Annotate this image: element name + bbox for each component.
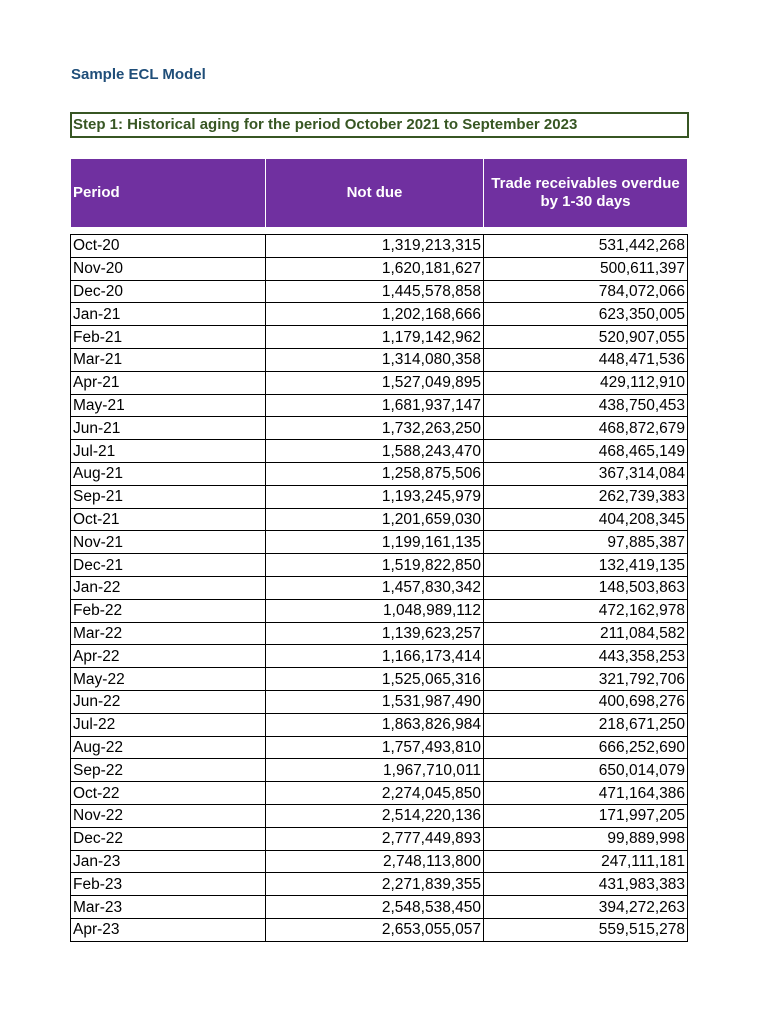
cell-overdue: 394,272,263 — [484, 896, 688, 919]
cell-overdue: 559,515,278 — [484, 918, 688, 941]
cell-overdue: 650,014,079 — [484, 759, 688, 782]
table-row — [71, 599, 688, 622]
cell-overdue: 148,503,863 — [484, 576, 688, 599]
cell-overdue: 97,885,387 — [484, 531, 688, 554]
cell-overdue: 468,465,149 — [484, 440, 688, 463]
table-row — [71, 235, 688, 258]
cell-period: Jan-22 — [71, 576, 266, 599]
cell-overdue: 218,671,250 — [484, 713, 688, 736]
cell-not-due: 1,519,822,850 — [266, 554, 484, 577]
cell-overdue: 520,907,055 — [484, 326, 688, 349]
cell-period: Nov-22 — [71, 804, 266, 827]
cell-period: Feb-22 — [71, 599, 266, 622]
cell-overdue: 431,983,383 — [484, 873, 688, 896]
cell-overdue: 448,471,536 — [484, 348, 688, 371]
cell-period: Aug-21 — [71, 462, 266, 485]
cell-not-due: 2,777,449,893 — [266, 827, 484, 850]
cell-period: Jun-22 — [71, 690, 266, 713]
cell-overdue: 531,442,268 — [484, 235, 688, 258]
cell-not-due: 1,048,989,112 — [266, 599, 484, 622]
cell-period: May-21 — [71, 394, 266, 417]
cell-overdue: 438,750,453 — [484, 394, 688, 417]
cell-not-due: 1,757,493,810 — [266, 736, 484, 759]
table-row — [71, 531, 688, 554]
cell-not-due: 1,527,049,895 — [266, 371, 484, 394]
table-row — [71, 554, 688, 577]
table-row — [71, 440, 688, 463]
cell-not-due: 1,620,181,627 — [266, 257, 484, 280]
cell-overdue: 262,739,383 — [484, 485, 688, 508]
cell-not-due: 1,531,987,490 — [266, 690, 484, 713]
table-row — [71, 804, 688, 827]
cell-not-due: 1,967,710,011 — [266, 759, 484, 782]
cell-overdue: 500,611,397 — [484, 257, 688, 280]
cell-not-due: 1,166,173,414 — [266, 645, 484, 668]
cell-not-due: 2,271,839,355 — [266, 873, 484, 896]
cell-not-due: 1,202,168,666 — [266, 303, 484, 326]
cell-not-due: 1,193,245,979 — [266, 485, 484, 508]
table-row — [71, 690, 688, 713]
cell-period: Oct-20 — [71, 235, 266, 258]
cell-period: Jul-21 — [71, 440, 266, 463]
cell-overdue: 321,792,706 — [484, 668, 688, 691]
table-row — [71, 485, 688, 508]
cell-overdue: 400,698,276 — [484, 690, 688, 713]
table-row — [71, 394, 688, 417]
cell-not-due: 1,199,161,135 — [266, 531, 484, 554]
step-heading: Step 1: Historical aging for the period October 2021 to September 2023 — [70, 112, 689, 138]
header-overdue: Trade receivables overdue by 1-30 days — [484, 159, 688, 228]
cell-overdue: 429,112,910 — [484, 371, 688, 394]
cell-period: Dec-21 — [71, 554, 266, 577]
table-row — [71, 462, 688, 485]
cell-period: Feb-23 — [71, 873, 266, 896]
cell-period: Sep-21 — [71, 485, 266, 508]
cell-period: Dec-20 — [71, 280, 266, 303]
cell-period: Sep-22 — [71, 759, 266, 782]
cell-overdue: 468,872,679 — [484, 417, 688, 440]
table-row — [71, 257, 688, 280]
table-row — [71, 417, 688, 440]
table-row — [71, 896, 688, 919]
table-row — [71, 303, 688, 326]
table-row — [71, 622, 688, 645]
table-row — [71, 759, 688, 782]
table-row — [71, 576, 688, 599]
table-row — [71, 326, 688, 349]
cell-not-due: 1,863,826,984 — [266, 713, 484, 736]
table-row — [71, 280, 688, 303]
aging-table — [70, 234, 688, 942]
cell-period: Jan-23 — [71, 850, 266, 873]
aging-table-body — [71, 235, 688, 942]
document-title: Sample ECL Model — [71, 66, 206, 83]
table-row — [71, 782, 688, 805]
cell-period: Dec-22 — [71, 827, 266, 850]
cell-overdue: 472,162,978 — [484, 599, 688, 622]
cell-overdue: 666,252,690 — [484, 736, 688, 759]
table-row — [71, 713, 688, 736]
cell-period: May-22 — [71, 668, 266, 691]
cell-not-due: 1,139,623,257 — [266, 622, 484, 645]
table-row — [71, 736, 688, 759]
cell-overdue: 471,164,386 — [484, 782, 688, 805]
cell-period: Mar-21 — [71, 348, 266, 371]
cell-not-due: 1,457,830,342 — [266, 576, 484, 599]
header-period: Period — [71, 159, 266, 228]
cell-not-due: 1,525,065,316 — [266, 668, 484, 691]
cell-overdue: 171,997,205 — [484, 804, 688, 827]
table-row — [71, 508, 688, 531]
cell-not-due: 2,274,045,850 — [266, 782, 484, 805]
table-row — [71, 348, 688, 371]
cell-period: Jan-21 — [71, 303, 266, 326]
cell-overdue: 247,111,181 — [484, 850, 688, 873]
cell-period: Jul-22 — [71, 713, 266, 736]
table-row — [71, 918, 688, 941]
table-row — [71, 827, 688, 850]
cell-period: Nov-20 — [71, 257, 266, 280]
cell-not-due: 1,588,243,470 — [266, 440, 484, 463]
table-row — [71, 668, 688, 691]
table-row — [71, 371, 688, 394]
cell-overdue: 132,419,135 — [484, 554, 688, 577]
cell-overdue: 623,350,005 — [484, 303, 688, 326]
cell-overdue: 443,358,253 — [484, 645, 688, 668]
header-row — [71, 159, 688, 228]
header-not-due: Not due — [266, 159, 484, 228]
cell-period: Feb-21 — [71, 326, 266, 349]
cell-not-due: 2,548,538,450 — [266, 896, 484, 919]
cell-not-due: 1,179,142,962 — [266, 326, 484, 349]
cell-period: Nov-21 — [71, 531, 266, 554]
cell-not-due: 2,514,220,136 — [266, 804, 484, 827]
cell-period: Oct-21 — [71, 508, 266, 531]
cell-overdue: 99,889,998 — [484, 827, 688, 850]
table-header — [70, 158, 688, 228]
cell-overdue: 404,208,345 — [484, 508, 688, 531]
cell-period: Apr-22 — [71, 645, 266, 668]
cell-period: Apr-23 — [71, 918, 266, 941]
cell-period: Mar-23 — [71, 896, 266, 919]
cell-not-due: 1,445,578,858 — [266, 280, 484, 303]
cell-not-due: 1,314,080,358 — [266, 348, 484, 371]
table-row — [71, 850, 688, 873]
cell-not-due: 2,653,055,057 — [266, 918, 484, 941]
cell-not-due: 1,319,213,315 — [266, 235, 484, 258]
table-row — [71, 873, 688, 896]
cell-not-due: 1,681,937,147 — [266, 394, 484, 417]
cell-overdue: 367,314,084 — [484, 462, 688, 485]
cell-not-due: 1,201,659,030 — [266, 508, 484, 531]
cell-period: Jun-21 — [71, 417, 266, 440]
cell-period: Aug-22 — [71, 736, 266, 759]
cell-overdue: 784,072,066 — [484, 280, 688, 303]
cell-period: Apr-21 — [71, 371, 266, 394]
cell-not-due: 2,748,113,800 — [266, 850, 484, 873]
table-row — [71, 645, 688, 668]
cell-period: Mar-22 — [71, 622, 266, 645]
cell-not-due: 1,258,875,506 — [266, 462, 484, 485]
cell-period: Oct-22 — [71, 782, 266, 805]
cell-overdue: 211,084,582 — [484, 622, 688, 645]
cell-not-due: 1,732,263,250 — [266, 417, 484, 440]
